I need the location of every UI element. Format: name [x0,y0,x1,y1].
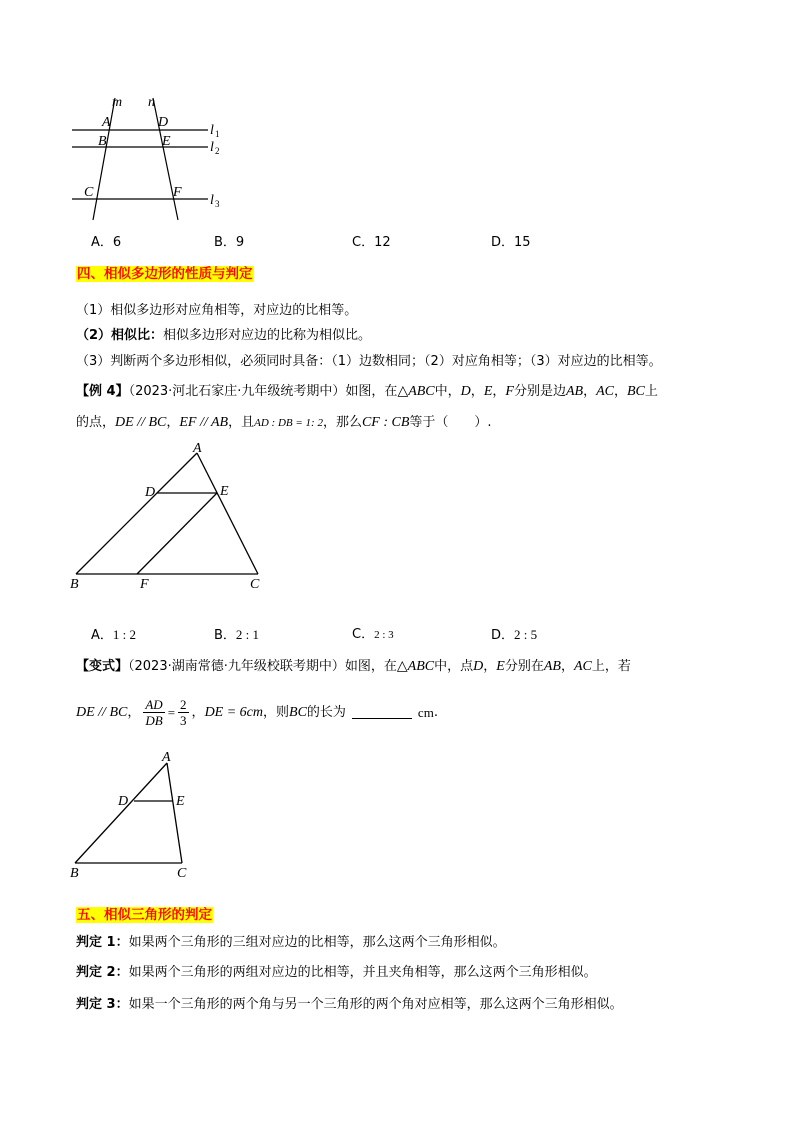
example4-AC: AC [596,384,614,399]
section5-rule2-label: 判定 2： [76,965,129,980]
section5-rule3 [76,996,623,1014]
ex4-label-C: C [250,577,260,590]
triangle-figure-variant [60,745,210,885]
label-C: C [84,185,94,200]
section5-rule3-text: 如果一个三角形的两个角与另一个三角形的两个角对应相等，那么这两个三角形相似。 [128,997,623,1012]
section5-rule1-text: 如果两个三角形的三组对应边的比相等，那么这两个三角形相似。 [128,935,506,950]
ex4-option-b-letter: B． [214,628,236,643]
example4-E: E [483,384,493,399]
variant-val-den: 3 [180,713,187,728]
section5-rule1-label: 判定 1： [76,935,129,950]
section4-title: 四、相似多边形的性质与判定 [77,266,253,282]
variant-comma5: ，则 [263,704,290,720]
variant-text-b: 中，点 [434,659,474,674]
variant-text-a: （2023·湖南常德·九年级校联考期中）如图，在 [128,659,397,674]
variant-comma1: ， [483,659,497,674]
example4-mid1: 中， [434,384,461,399]
ex4-option-a-value: 1 : 2 [112,627,137,642]
var-label-E: E [176,794,185,809]
ex4-option-c-value: 2 : 3 [374,629,394,641]
ex4-option-d[interactable] [491,626,537,645]
label-l1: l [210,123,214,138]
variant-eq: = [167,704,176,720]
label-D: D [158,115,169,130]
label-F: F [173,185,182,200]
section5-rule2 [76,964,597,982]
variant-val-num: 2 [180,697,187,712]
variant-frac-num: AD [145,697,163,712]
variant-DE6: DE = 6cm [204,704,263,720]
parallel-lines-figure [60,88,230,223]
triangle-figure-example4 [60,440,280,590]
example4-tag: 【例 4】 [76,384,129,399]
variant-comma2: ， [560,659,574,674]
example4-EFAB: EF // AB [179,415,229,430]
example4-D: D [460,384,471,399]
label-l3-sub: 3 [215,199,220,209]
section5-title: 五、相似三角形的判定 [77,907,212,923]
variant-text-e: 的长为 [306,704,346,720]
example4-DEBC: DE // BC [115,415,167,430]
example4-line2a: 的点， [76,415,116,430]
example4-line1 [76,383,658,401]
example4-tri: △ABC [397,384,435,399]
ex4-label-B: B [70,577,79,590]
example4-comma5: ， [166,415,180,430]
variant-E: E [496,659,505,674]
ex4-label-D: D [145,485,156,500]
ex4-label-E: E [220,484,229,499]
variant-text-d: 上，若 [591,659,631,674]
ex4-option-a-letter: A． [91,628,113,643]
section4-heading [76,265,254,284]
prev-option-b[interactable]: B．9 [214,235,245,250]
example4-AB: AB [565,384,584,399]
ex4-option-d-letter: D． [491,628,515,643]
example4-comma2: ， [492,384,506,399]
variant-D: D [473,659,484,674]
prev-option-c[interactable]: C．12 [352,235,391,250]
variant-comma3: ， [127,704,141,720]
example4-comma6: ，且 [228,415,255,430]
section4-item1: （1）相似多边形对应角相等，对应边的比相等。 [76,303,358,318]
example4-comma7: ，那么 [322,415,362,430]
variant-dot: . [433,704,438,720]
ex4-option-b[interactable] [214,626,259,645]
var-label-D: D [118,794,129,809]
ex4-option-c[interactable] [352,626,394,644]
section4-item2 [76,327,371,345]
ex4-label-F: F [140,577,149,590]
label-l2: l [210,140,214,155]
ex4-option-d-value: 2 : 5 [514,627,538,642]
label-m: m [112,95,123,110]
var-label-B: B [70,866,79,881]
variant-fraction-ad-db [143,697,164,728]
example4-comma1: ， [470,384,484,399]
variant-fraction-value [178,697,189,728]
example4-comma3: ， [583,384,597,399]
label-n: n [148,95,155,110]
section5-rule3-label: 判定 3： [76,997,129,1012]
label-E: E [162,134,171,149]
variant-frac-den: DB [145,713,163,728]
ex4-option-b-value: 2 : 1 [235,627,260,642]
variant-DEBC: DE // BC [76,704,128,720]
ex4-option-c-letter: C． [352,627,375,642]
label-B: B [98,134,107,149]
ex4-option-a[interactable] [91,626,136,645]
section5-heading [76,906,213,925]
example4-BC: BC [627,384,645,399]
variant-line1 [76,658,631,676]
label-l3: l [210,193,214,208]
variant-line2 [76,697,438,728]
variant-AB: AB [543,659,561,674]
label-A: A [102,115,111,130]
prev-option-d[interactable]: D．15 [491,235,531,250]
ex4-label-A: A [193,441,202,456]
example4-F: F [505,384,514,399]
example4-end1: 上 [644,384,658,399]
section5-rule1 [76,934,506,952]
variant-tri: △ABC [396,659,435,674]
label-l1-sub: 1 [215,129,220,139]
example4-line2 [76,414,492,432]
prev-option-a[interactable]: A．6 [91,235,122,250]
variant-AC: AC [573,659,592,674]
example4-source: （2023·河北石家庄·九年级统考期中）如图，在 [128,384,398,399]
example4-ratio: AD : DB = 1: 2 [254,417,323,429]
variant-tag: 【变式】 [76,659,129,674]
variant-text-c: 分别在 [504,659,544,674]
variant-BC: BC [289,704,307,720]
variant-comma4: ， [191,704,205,720]
example4-mid2: 分别是边 [513,384,566,399]
example4-comma4: ， [613,384,627,399]
example4-end2: 等于（ ）. [409,415,492,430]
section4-item3: （3）判断两个多边形相似，必须同时具备：（1）边数相同；（2）对应角相等；（3）对应边的比相等。 [76,354,662,369]
example4-CFCB: CF : CB [361,415,410,430]
section4-item2-label: （2）相似比： [76,328,164,343]
label-l2-sub: 2 [215,146,220,156]
variant-unit: cm [417,704,434,720]
var-label-C: C [177,866,187,881]
section5-rule2-text: 如果两个三角形的两组对应边的比相等，并且夹角相等，那么这两个三角形相似。 [128,965,597,980]
section4-item2-text: 相似多边形对应边的比称为相似比。 [163,328,372,343]
var-label-A: A [162,750,171,765]
variant-answer-blank[interactable] [352,706,412,719]
